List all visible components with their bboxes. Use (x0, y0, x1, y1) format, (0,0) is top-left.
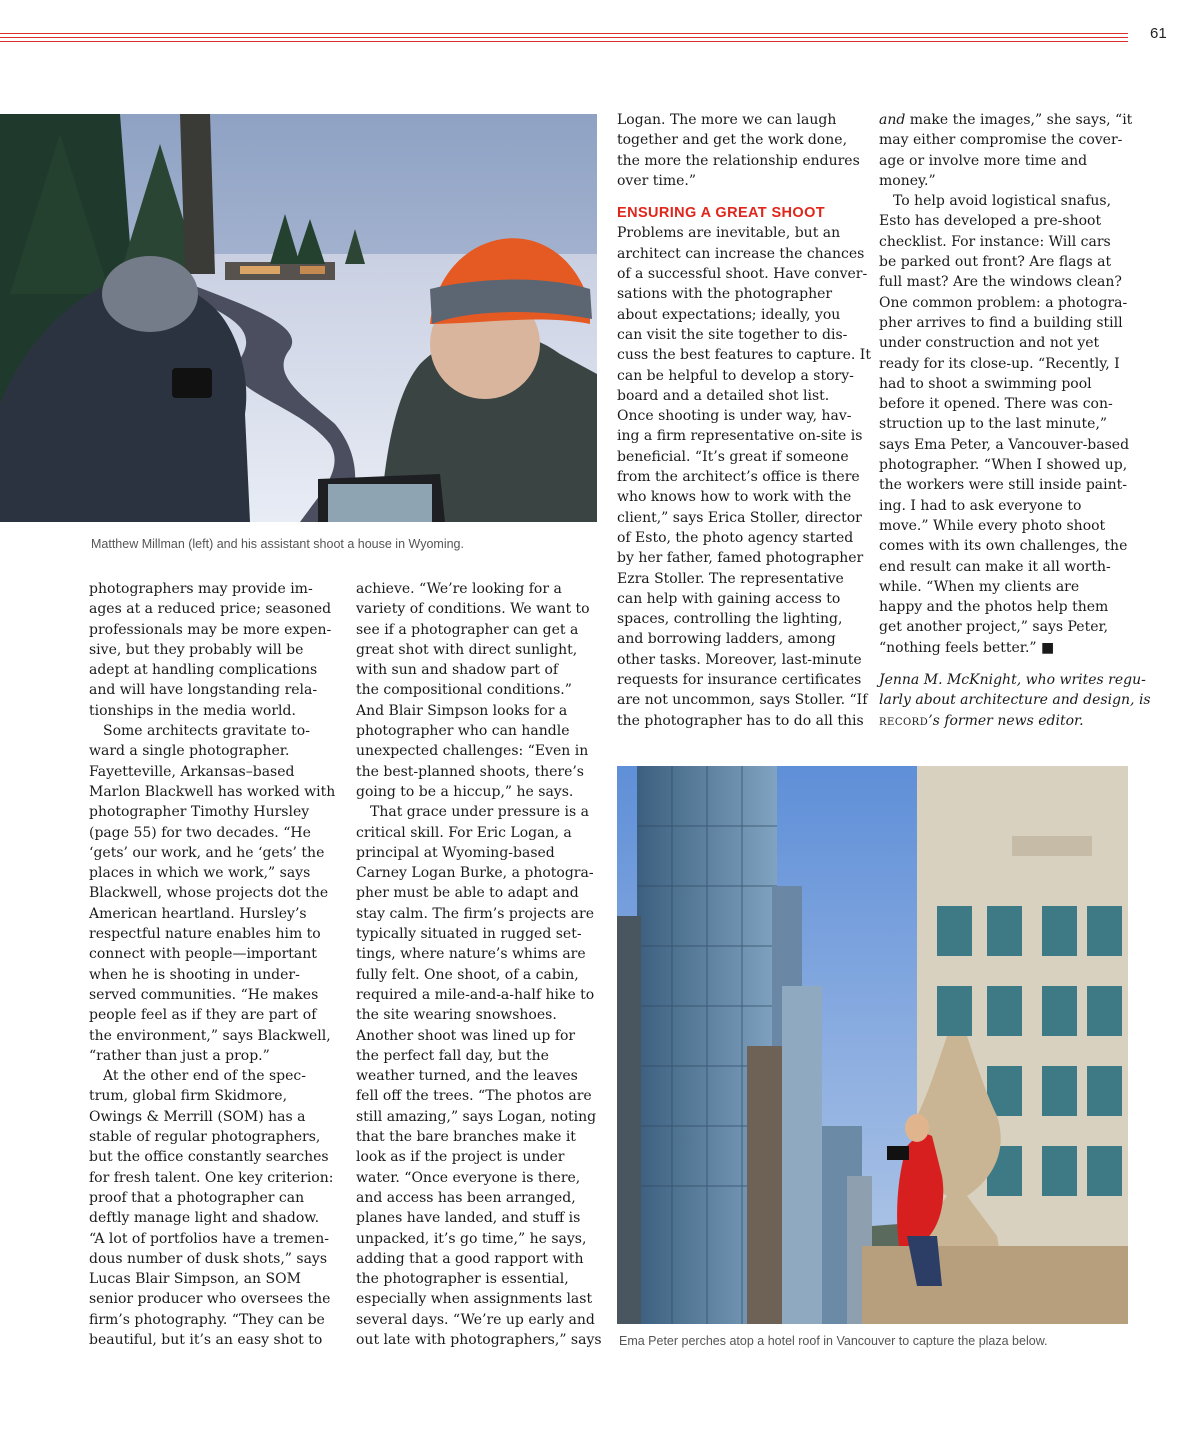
text-line: that the bare branches make it (356, 1129, 576, 1146)
text-line: the perfect fall day, but the (356, 1047, 549, 1064)
text-line: may either compromise the cover- (879, 132, 1123, 149)
text-line: critical skill. For Eric Logan, a (356, 824, 572, 841)
header-rule-middle (0, 37, 1128, 38)
text-line: stable of regular photographers, (89, 1129, 321, 1146)
text-line: sations with the photographer (617, 286, 833, 303)
text-line: architect can increase the chances (617, 245, 865, 262)
article-column-2 (356, 579, 602, 1350)
text-line: the environment,” says Blackwell, (89, 1027, 331, 1044)
author-bio-line (879, 711, 1151, 731)
text-line: had to shoot a swimming pool (879, 375, 1092, 392)
text-line: required a mile-and-a-half hike to (356, 986, 595, 1003)
text-line: ward a single photographer. (89, 743, 290, 760)
text-line: Problems are inevitable, but an (617, 225, 841, 242)
text-line: about expectations; ideally, you (617, 306, 841, 323)
text-line: happy and the photos help them (879, 599, 1109, 616)
text-line: and borrowing ladders, among (617, 631, 836, 648)
text-line: proof that a photographer can (89, 1189, 305, 1206)
text-line: tionships in the media world. (89, 702, 296, 719)
text-line: fully felt. One shoot, of a cabin, (356, 966, 579, 983)
header-rule-bottom (0, 41, 1128, 42)
author-bio-line: Jenna M. McKnight, who writes regu- (879, 672, 1146, 689)
text-line: Fayetteville, Arkansas–based (89, 763, 295, 780)
text-line: Marlon Blackwell has worked with (89, 783, 336, 800)
text-line: connect with people—important (89, 946, 317, 963)
text-line: ing a firm representative on-site is (617, 428, 863, 445)
text-line: comes with its own challenges, the (879, 538, 1128, 555)
photo-vancouver-caption: Ema Peter perches atop a hotel roof in Vancouver to capture the plaza below. (619, 1334, 1048, 1348)
author-bio-line: larly about architecture and design, is (879, 692, 1151, 709)
text-line: with sun and shadow part of (356, 662, 559, 679)
text-line: beautiful, but it’s an easy shot to (89, 1331, 323, 1348)
text-line: great shot with direct sunlight, (356, 641, 578, 658)
text-line: water. “Once everyone is there, (356, 1169, 581, 1186)
text-line: variety of conditions. We want to (356, 601, 590, 618)
text-line: end result can make it all worth- (879, 558, 1111, 575)
text-line: principal at Wyoming-based (356, 844, 555, 861)
text-line: typically situated in rugged set- (356, 926, 582, 943)
text-line: At the other end of the spec- (89, 1068, 306, 1085)
text-line: Owings & Merrill (SOM) has a (89, 1108, 306, 1125)
text-line: the photographer has to do all this (617, 712, 864, 729)
text-line: requests for insurance certificates (617, 672, 862, 689)
text-line: firm’s photography. “They can be (89, 1311, 325, 1328)
text-line: Another shoot was lined up for (356, 1027, 576, 1044)
text-line: photographers may provide im- (89, 581, 313, 597)
text-line: Logan. The more we can laugh (617, 112, 837, 128)
text-line: by her father, famed photographer (617, 550, 864, 567)
text-line: ready for its close-up. “Recently, I (879, 355, 1120, 372)
text-line: achieve. “We’re looking for a (356, 581, 562, 597)
text-line: ‘gets’ our work, and he ‘gets’ the (89, 844, 325, 861)
text-line: be parked out front? Are flags at (879, 254, 1112, 271)
text-line: stay calm. The firm’s projects are (356, 905, 594, 922)
text-line: ing. I had to ask everyone to (879, 497, 1082, 514)
text-line: money.” (879, 172, 936, 189)
text-line: “nothing feels better.” ■ (879, 639, 1055, 656)
text-line: fell off the trees. “The photos are (356, 1088, 592, 1105)
text-line: look as if the project is under (356, 1149, 565, 1166)
text-line: going to be a hiccup,” he says. (356, 783, 574, 800)
text-line: pher arrives to find a building still (879, 314, 1123, 331)
text-line: tings, where nature’s whims are (356, 946, 586, 963)
text-line: for fresh talent. One key criterion: (89, 1169, 334, 1186)
text-line: over time.” (617, 172, 697, 189)
text-line: the best-planned shoots, there’s (356, 763, 584, 780)
section-spacer (617, 191, 871, 203)
photo-wyoming-shoot (0, 114, 597, 522)
italic-word: and (879, 112, 906, 128)
text-line: before it opened. There was con- (879, 396, 1113, 413)
text-line: That grace under pressure is a (356, 804, 589, 821)
text-line: spaces, controlling the lighting, (617, 611, 843, 628)
text-line: of Esto, the photo agency started (617, 529, 854, 546)
text-line: still amazing,” says Logan, noting (356, 1108, 597, 1125)
text-line: age or involve more time and (879, 152, 1088, 169)
text-line: but the office constantly searches (89, 1149, 329, 1166)
text-line: ages at a reduced price; seasoned (89, 601, 332, 618)
text-line: Once shooting is under way, hav- (617, 408, 852, 425)
text-line: the compositional conditions.” (356, 682, 572, 699)
text-line (879, 110, 1151, 130)
photo-vancouver-rooftop (617, 766, 1128, 1324)
text-line: are not uncommon, says Stoller. “If (617, 692, 868, 709)
photo-wyoming-caption: Matthew Millman (left) and his assistant shoot a house in Wyoming. (91, 537, 464, 551)
text-line: Some architects gravitate to- (89, 723, 310, 740)
text-line: weather turned, and the leaves (356, 1068, 578, 1085)
text-line: (page 55) for two decades. “He (89, 824, 311, 841)
page-number: 61 (1150, 25, 1167, 42)
text-line: “A lot of portfolios have a tremen- (89, 1230, 330, 1247)
text-line: adept at handling complications (89, 662, 318, 679)
text-line: other tasks. Moreover, last-minute (617, 651, 862, 668)
text-line: can visit the site together to dis- (617, 326, 848, 343)
text-line: especially when assignments last (356, 1291, 593, 1308)
text-line: American heartland. Hursley’s (89, 905, 307, 922)
text-line: the photographer is essential, (356, 1271, 569, 1288)
text-line: get another project,” says Peter, (879, 619, 1109, 636)
text-line: checklist. For instance: Will cars (879, 233, 1111, 250)
text-run: ’s former news editor. (928, 712, 1084, 729)
article-column-4 (879, 110, 1151, 731)
text-line: planes have landed, and stuff is (356, 1210, 581, 1227)
text-line: photographer. “When I showed up, (879, 457, 1128, 474)
article-column-3 (617, 110, 871, 731)
text-line: see if a photographer can get a (356, 621, 579, 638)
section-heading: ENSURING A GREAT SHOOT (617, 205, 826, 222)
text-line: together and get the work done, (617, 132, 848, 149)
text-line: trum, global firm Skidmore, (89, 1088, 288, 1105)
text-line: cuss the best features to capture. It (617, 347, 871, 364)
text-line: sive, but they probably will be (89, 641, 304, 658)
text-line: the site wearing snowshoes. (356, 1007, 557, 1024)
text-line: “rather than just a prop.” (89, 1047, 270, 1064)
text-line: unexpected challenges: “Even in (356, 743, 589, 760)
text-line: beneficial. “It’s great if someone (617, 448, 849, 465)
text-line: Blackwell, whose projects dot the (89, 885, 329, 902)
text-line: dous number of dusk shots,” says (89, 1250, 328, 1267)
text-line: pher must be able to adapt and (356, 885, 579, 902)
text-line: full mast? Are the windows clean? (879, 274, 1122, 291)
text-line: Ezra Stoller. The representative (617, 570, 844, 587)
text-line: of a successful shoot. Have conver- (617, 266, 868, 283)
text-line: board and a detailed shot list. (617, 387, 830, 404)
text-line: Carney Logan Burke, a photogra- (356, 865, 594, 882)
text-line: people feel as if they are part of (89, 1007, 317, 1024)
text-line: from the architect’s office is there (617, 469, 860, 486)
text-line: unpacked, it’s go time,” he says, (356, 1230, 587, 1247)
text-line: and will have longstanding rela- (89, 682, 318, 699)
text-line: can help with gaining access to (617, 590, 841, 607)
text-line: deftly manage light and shadow. (89, 1210, 320, 1227)
text-line: under construction and not yet (879, 335, 1100, 352)
text-line: photographer who can handle (356, 723, 570, 740)
header-rule-top (0, 33, 1128, 34)
text-line: Esto has developed a pre-shoot (879, 213, 1102, 230)
text-line: One common problem: a photogra- (879, 294, 1128, 311)
text-line: served communities. “He makes (89, 986, 319, 1003)
text-line: out late with photographers,” says (356, 1331, 602, 1348)
text-line: professionals may be more expen- (89, 621, 332, 638)
text-line: senior producer who oversees the (89, 1291, 331, 1308)
text-line: when he is shooting in under- (89, 966, 300, 983)
text-line: And Blair Simpson looks for a (356, 702, 568, 719)
text-line: client,” says Erica Stoller, director (617, 509, 862, 526)
text-line: and access has been arranged, (356, 1189, 576, 1206)
text-line: struction up to the last minute,” (879, 416, 1108, 433)
text-line: To help avoid logistical snafus, (879, 193, 1112, 210)
text-line: respectful nature enables him to (89, 926, 321, 943)
text-line: who knows how to work with the (617, 489, 852, 506)
bio-spacer (879, 658, 1151, 670)
text-line: places in which we work,” says (89, 865, 311, 882)
text-line: while. “When my clients are (879, 578, 1080, 595)
record-wordmark: record (879, 712, 929, 729)
text-line: photographer Timothy Hursley (89, 804, 310, 821)
text-line: says Ema Peter, a Vancouver-based (879, 436, 1130, 453)
text-line: the workers were still inside paint- (879, 477, 1127, 494)
text-line: move.” While every photo shoot (879, 517, 1106, 534)
text-run: make the images,” she says, “it (905, 112, 1133, 128)
text-line: adding that a good rapport with (356, 1250, 584, 1267)
text-line: Lucas Blair Simpson, an SOM (89, 1271, 301, 1288)
text-line: the more the relationship endures (617, 152, 860, 169)
text-line: can be helpful to develop a story- (617, 367, 854, 384)
article-column-1 (89, 579, 335, 1350)
text-line: several days. “We’re up early and (356, 1311, 595, 1328)
